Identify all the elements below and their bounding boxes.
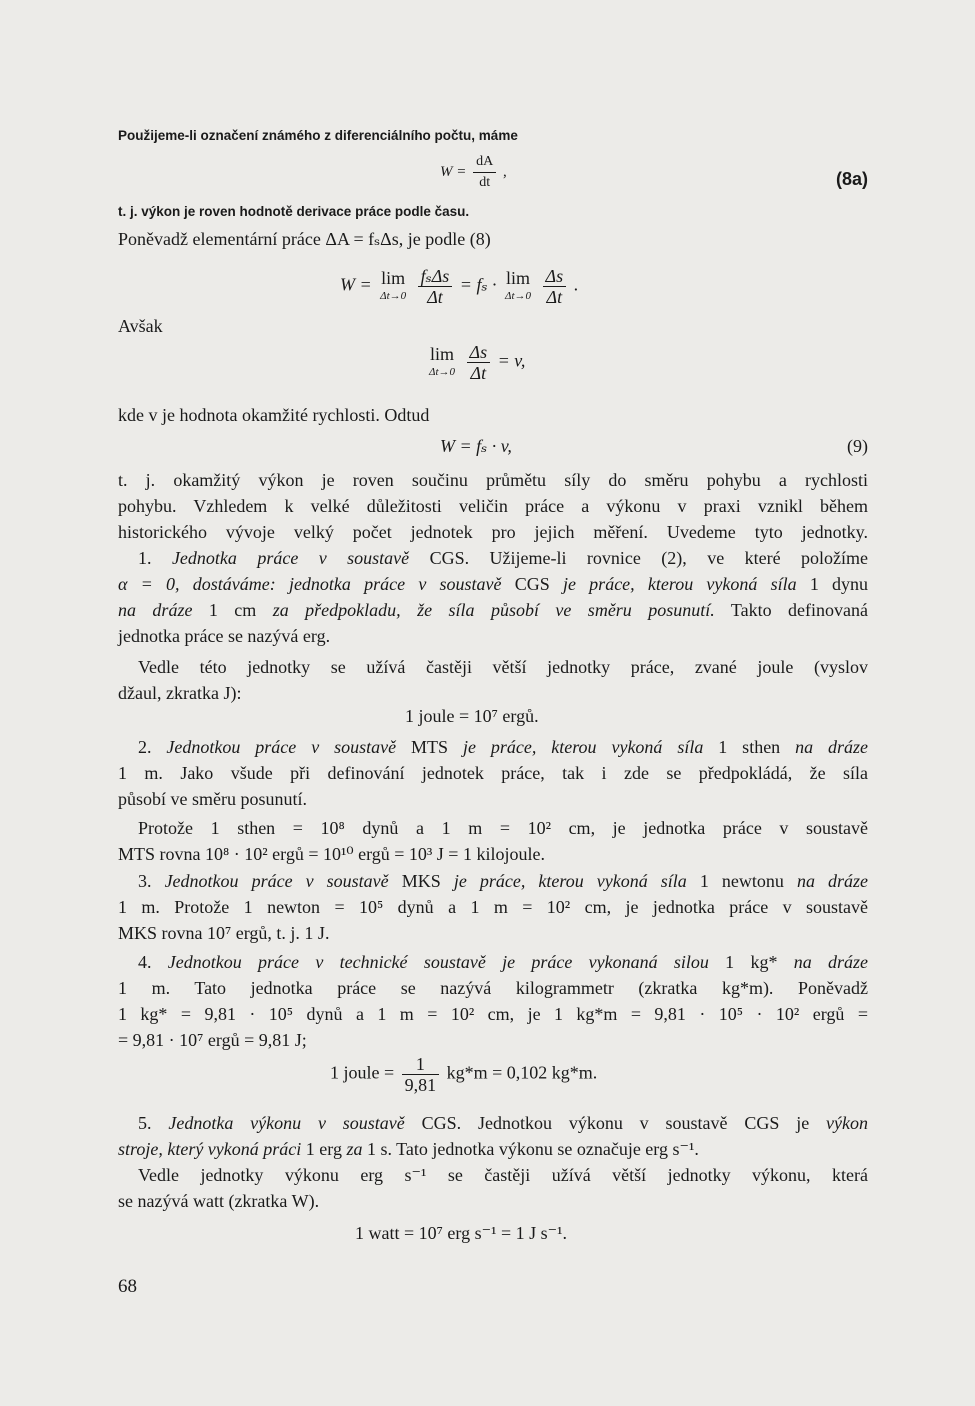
equation-tag-9: (9) xyxy=(847,436,868,456)
numerator: dA xyxy=(473,152,496,173)
eq-punct: . xyxy=(573,274,579,295)
text-run: je práce, kterou vykoná síla xyxy=(562,574,797,594)
fraction xyxy=(418,266,453,307)
text-run: na dráze xyxy=(795,737,869,757)
text-line: historického vývoje velký počet jednotek pro jejich měření. Uvedeme tyto jednotky. xyxy=(118,522,868,542)
lim-word: lim xyxy=(381,267,406,288)
text-line: Avšak xyxy=(118,316,163,336)
text-run: 1. xyxy=(138,548,172,568)
text-run: 1 kg* xyxy=(708,952,794,972)
text-run: MKS xyxy=(388,871,454,891)
text-line: MTS rovna 10⁸ · 10² ergů = 10¹⁰ ergů = 10³ J = 1 kilojoule. xyxy=(118,844,545,864)
text-run: CGS. Užijeme-li rovnice (2), ve které položíme xyxy=(409,548,869,568)
text-run: Jednotka práce v soustavě xyxy=(171,548,410,568)
denominator: dt xyxy=(479,175,491,190)
eq-rhs: kg*m = 0,102 kg*m. xyxy=(446,1062,598,1083)
text-run: 1 sthen xyxy=(703,737,796,757)
text-line: Použijeme-li označení známého z diferenciálního počtu, máme xyxy=(118,128,518,143)
numerator: Δs xyxy=(543,266,567,287)
text-line xyxy=(138,1111,868,1135)
text-run: stroje, který vykoná práci xyxy=(118,1139,302,1159)
denominator: Δt xyxy=(427,287,443,307)
eq-lhs: W = xyxy=(440,163,467,180)
text-run: 2. xyxy=(138,737,167,757)
text-line xyxy=(138,950,868,974)
text-line: Vedle jednotky výkonu erg s⁻¹ se častěji užívá větší jednotky výkonu, která xyxy=(138,1165,868,1185)
text-run: je práce, kterou vykoná síla xyxy=(462,737,704,757)
text-line: jednotka práce se nazývá erg. xyxy=(118,626,331,646)
text-line: Protože 1 sthen = 10⁸ dynů a 1 m = 10² cm, je jednotka práce v soustavě xyxy=(138,818,868,838)
text-run: CGS. Jednotkou výkonu v soustavě CGS je xyxy=(404,1113,827,1133)
text-run: CGS xyxy=(501,574,563,594)
denominator: Δt xyxy=(546,287,563,307)
text-line: t. j. výkon je roven hodnotě derivace práce podle času. xyxy=(118,204,470,219)
text-run: MTS xyxy=(396,737,463,757)
text-run: 4. xyxy=(138,952,168,972)
text-run: Takto definovaná xyxy=(714,600,868,620)
eq-lhs: W = xyxy=(340,274,372,295)
text-run: za xyxy=(346,1139,363,1159)
text-line: kde v je hodnota okamžité rychlosti. Odtud xyxy=(118,405,430,425)
text-line: MKS rovna 10⁷ ergů, t. j. 1 J. xyxy=(118,923,330,943)
denominator: Δt xyxy=(470,363,487,383)
text-run: je práce, kterou vykoná síla xyxy=(453,871,687,891)
fraction xyxy=(402,1054,440,1095)
text-line xyxy=(118,1137,868,1161)
lim-word: lim xyxy=(506,267,531,288)
text-run: 1 dynu xyxy=(796,574,869,594)
limit xyxy=(429,345,455,381)
text-run: na dráze xyxy=(793,952,869,972)
text-line: působí ve směru posunutí. xyxy=(118,789,307,809)
numerator: Δs xyxy=(467,342,491,363)
limit xyxy=(380,269,406,305)
lim-subscript: Δt→0 xyxy=(429,365,456,378)
equation-joule: 1 joule = 10⁷ ergů. xyxy=(405,706,539,726)
text-line: 1 m. Jako všude při definování jednotek práce, tak i zde se předpokládá, že síla xyxy=(118,763,868,783)
text-line: = 9,81 · 10⁷ ergů = 9,81 J; xyxy=(118,1030,307,1050)
text-line: 1 kg* = 9,81 · 10⁵ dynů a 1 m = 10² cm, je 1 kg*m = 9,81 · 10⁵ · 10² ergů = xyxy=(118,1004,868,1024)
equation-power-limit xyxy=(340,266,578,307)
text-run: Jednotka výkonu v soustavě xyxy=(168,1113,405,1133)
text-run: 1 erg xyxy=(301,1139,347,1159)
limit xyxy=(505,269,531,305)
text-line: se nazývá watt (zkratka W). xyxy=(118,1191,320,1211)
equation-8a xyxy=(440,152,507,193)
lim-subscript: Δt→0 xyxy=(505,289,532,302)
eq-mid: = fₛ · xyxy=(459,274,497,295)
text-run: Jednotkou práce v soustavě xyxy=(164,871,389,891)
text-line xyxy=(138,546,868,570)
equation-kilogrammeter xyxy=(330,1054,597,1095)
text-line: Poněvadž elementární práce ΔA = fₛΔs, je podle (8) xyxy=(118,229,491,249)
text-run: 5. xyxy=(138,1113,169,1133)
fraction xyxy=(473,152,496,193)
text-run: 1 s. Tato jednotka výkonu se označuje erg s⁻¹. xyxy=(362,1139,699,1159)
text-line xyxy=(138,869,868,893)
lim-subscript: Δt→0 xyxy=(380,289,407,302)
text-run: výkon xyxy=(826,1113,869,1133)
eq-punct: , xyxy=(503,163,507,180)
text-line: 1 m. Protože 1 newton = 10⁵ dynů a 1 m = 10² cm, je jednotka práce v soustavě xyxy=(118,897,868,917)
eq-lhs: 1 joule = xyxy=(330,1062,395,1083)
text-run: na dráze xyxy=(796,871,869,891)
denominator: 9,81 xyxy=(404,1075,437,1095)
text-line: 1 m. Tato jednotka práce se nazývá kilogrammetr (zkratka kg*m). Poněvadž xyxy=(118,978,868,998)
text-run: 1 newtonu xyxy=(686,871,797,891)
fraction xyxy=(467,342,491,383)
equation-watt: 1 watt = 10⁷ erg s⁻¹ = 1 J s⁻¹. xyxy=(355,1223,568,1243)
lim-word: lim xyxy=(430,343,455,364)
text-line: Vedle této jednotky se užívá častěji větší jednotky práce, zvané joule (vyslov xyxy=(138,657,868,677)
text-run: 3. xyxy=(138,871,165,891)
eq-rhs: = v, xyxy=(497,350,526,371)
text-run: Jednotkou práce v technické soustavě je práce vykonaná silou xyxy=(167,952,709,972)
equation-velocity-limit xyxy=(425,342,525,383)
equation-9 xyxy=(440,436,512,457)
text-line xyxy=(118,598,868,622)
text-run: jednotka práce v soustavě xyxy=(288,574,502,594)
numerator: fₛΔs xyxy=(418,266,453,287)
eq-body: W = fₛ · v, xyxy=(440,436,512,456)
equation-tag-8a: (8a) xyxy=(835,169,868,189)
text-line xyxy=(138,735,868,759)
text-run: 1 cm xyxy=(192,600,273,620)
text-line xyxy=(118,572,868,596)
text-line: t. j. okamžitý výkon je roven součinu průmětu síly do směru pohybu a rychlosti xyxy=(118,470,868,490)
text-run: α = 0, dostáváme: xyxy=(118,574,289,594)
page-number: 68 xyxy=(118,1276,137,1297)
text-run: na dráze xyxy=(118,600,193,620)
text-line: pohybu. Vzhledem k velké důležitosti veličin práce a výkonu v praxi vznikl během xyxy=(118,496,868,516)
fraction xyxy=(543,266,567,307)
numerator: 1 xyxy=(402,1054,440,1075)
text-run: Jednotkou práce v soustavě xyxy=(166,737,397,757)
text-line: džaul, zkratka J): xyxy=(118,683,242,703)
text-run: za předpokladu, že síla působí ve směru posunutí. xyxy=(272,600,715,620)
